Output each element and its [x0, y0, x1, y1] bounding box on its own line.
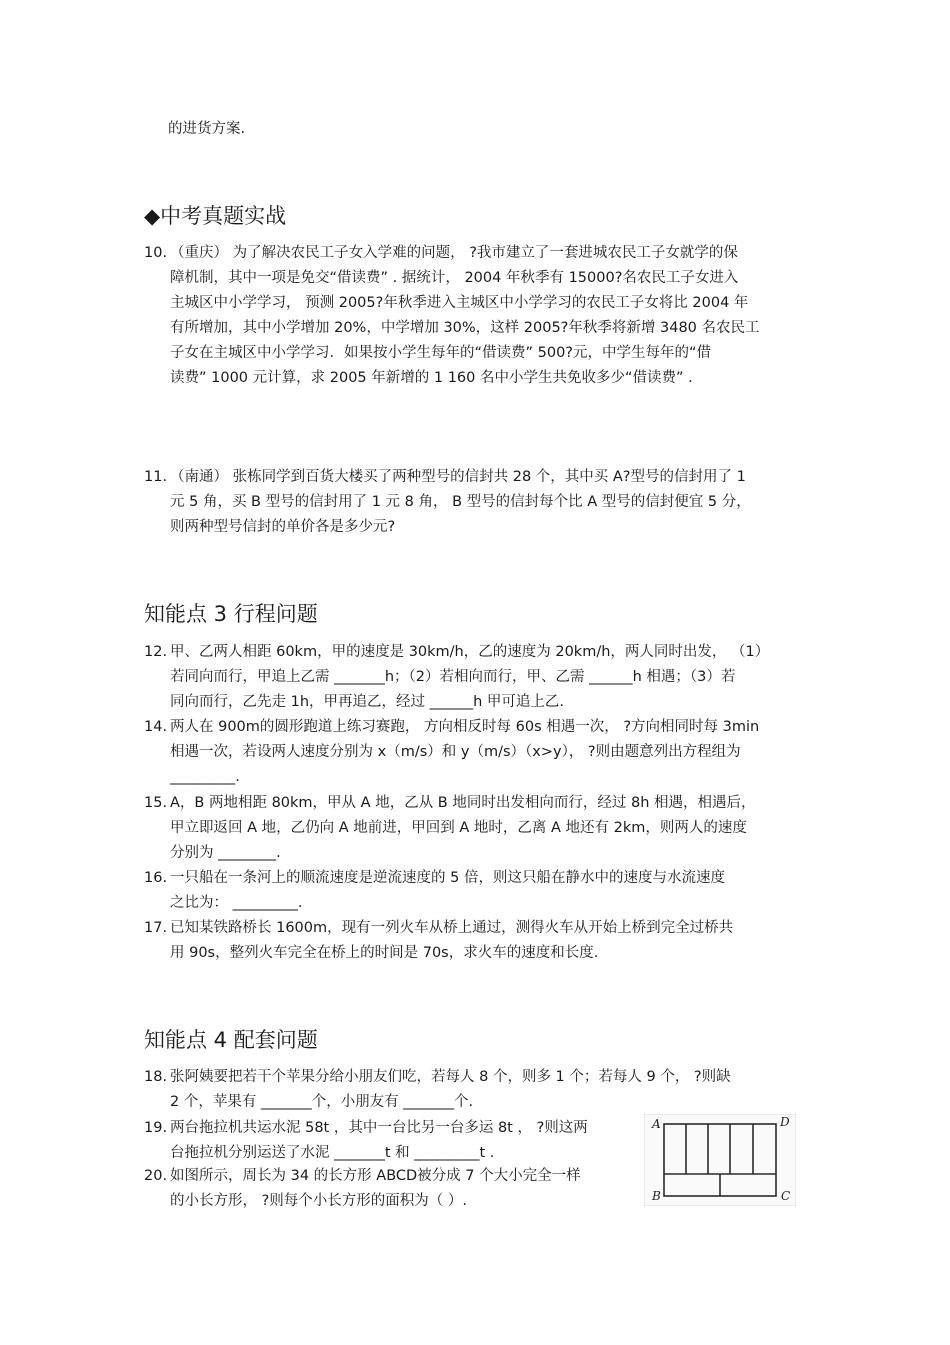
question-line: 的小长方形， ?则每个小长方形的面积为（ ）.: [170, 1193, 468, 1209]
question-line: A，B 两地相距 80km，甲从 A 地，乙从 B 地同时出发相向而行，经过 8h 相遇，相遇后，: [170, 795, 756, 811]
question-line: 若同向而行，甲追上乙需 _______h；（2）若相向而行，甲、乙需 ______h 相遇；（3）若: [170, 669, 736, 685]
question-number: 10.: [144, 245, 168, 261]
question-number: 17.: [144, 920, 168, 936]
question-line: 用 90s，整列火车完全在桥上的时间是 70s，求火车的速度和长度.: [170, 945, 599, 961]
question-number: 16.: [144, 870, 168, 886]
rectangle-abcd-figure: [644, 1114, 796, 1206]
vertex-label-d: D: [780, 1115, 790, 1129]
question-line: 甲、乙两人相距 60km，甲的速度是 30km/h，乙的速度为 20km/h，两人同时出发， （1）: [170, 644, 770, 660]
question-number: 11.: [144, 469, 168, 485]
question-number: 12.: [144, 644, 168, 660]
question-number: 14.: [144, 719, 168, 735]
question-line: 两台拖拉机共运水泥 58t ，其中一台比另一台多运 8t ， ?则这两: [170, 1120, 588, 1136]
question-number: 20.: [144, 1168, 168, 1184]
question-line: 相遇一次，若设两人速度分别为 x（m/s）和 y（m/s）（x>y）， ?则由题意列出方程组为: [170, 744, 741, 760]
vertex-label-a: A: [652, 1117, 661, 1131]
question-line: 主城区中小学学习， 预测 2005?年秋季进入主城区中小学学习的农民工子女将比 2004 年: [170, 295, 749, 311]
question-line: 如图所示，周长为 34 的长方形 ABCD被分成 7 个大小完全一样: [170, 1168, 581, 1184]
question-line: 台拖拉机分别运送了水泥 _______t 和 _________t .: [170, 1145, 495, 1161]
question-line: _________.: [170, 769, 240, 785]
question-line: 分别为 ________.: [170, 845, 281, 861]
vertex-label-c: C: [781, 1189, 791, 1203]
question-line: （南通） 张栋同学到百货大楼买了两种型号的信封共 28 个，其中买 A?型号的信封用了 1: [170, 469, 746, 485]
section-heading-exam-practice: ◆中考真题实战: [144, 204, 287, 228]
question-line: 同向而行，乙先走 1h，甲再追乙，经过 ______h 甲可追上乙.: [170, 694, 565, 710]
question-number: 18.: [144, 1069, 168, 1085]
question-number: 15.: [144, 795, 168, 811]
question-line: 子女在主城区中小学学习．如果按小学生每年的“借读费” 500?元，中学生每年的“借: [170, 345, 712, 361]
question-line: 元 5 角，买 B 型号的信封用了 1 元 8 角， B 型号的信封每个比 A 型号的信封便宜 5 分，: [170, 494, 751, 510]
question-number: 19.: [144, 1120, 168, 1136]
question-line: 两人在 900m的圆形跑道上练习赛跑， 方向相反时每 60s 相遇一次， ?方向相同时每 3min: [170, 719, 760, 735]
question-line: 张阿姨要把若干个苹果分给小朋友们吃，若每人 8 个，则多 1 个；若每人 9 个， ?则缺: [170, 1069, 731, 1085]
question-line: 一只船在一条河上的顺流速度是逆流速度的 5 倍，则这只船在静水中的速度与水流速度: [170, 870, 725, 886]
question-line: 已知某铁路桥长 1600m，现有一列火车从桥上通过，测得火车从开始上桥到完全过桥共: [170, 920, 734, 936]
question-line: 甲立即返回 A 地，乙仍向 A 地前进，甲回到 A 地时，乙离 A 地还有 2km，则两人的速度: [170, 820, 747, 836]
intro-line: 的进货方案.: [168, 121, 246, 137]
question-line: 2 个，苹果有 _______个，小朋友有 _______个.: [170, 1094, 474, 1110]
question-line: 障机制，其中一项是免交“借读费” . 据统计， 2004 年秋季有 15000?名农民工子女进入: [170, 270, 739, 286]
section-heading-matching-problems: 知能点 4 配套问题: [144, 1028, 318, 1052]
question-line: 有所增加，其中小学增加 20%，中学增加 30%，这样 2005?年秋季将新增 3480 名农民工: [170, 320, 760, 336]
question-line: 之比为： _________.: [170, 895, 303, 911]
question-line: （重庆） 为了解决农民工子女入学难的问题， ?我市建立了一套进城农民工子女就学的保: [170, 245, 738, 261]
section-heading-travel-problems: 知能点 3 行程问题: [144, 602, 318, 626]
question-line: 读费” 1000 元计算，求 2005 年新增的 1 160 名中小学生共免收多少“借读费” .: [170, 370, 693, 386]
vertex-label-b: B: [652, 1189, 661, 1203]
question-line: 则两种型号信封的单价各是多少元?: [170, 519, 396, 535]
